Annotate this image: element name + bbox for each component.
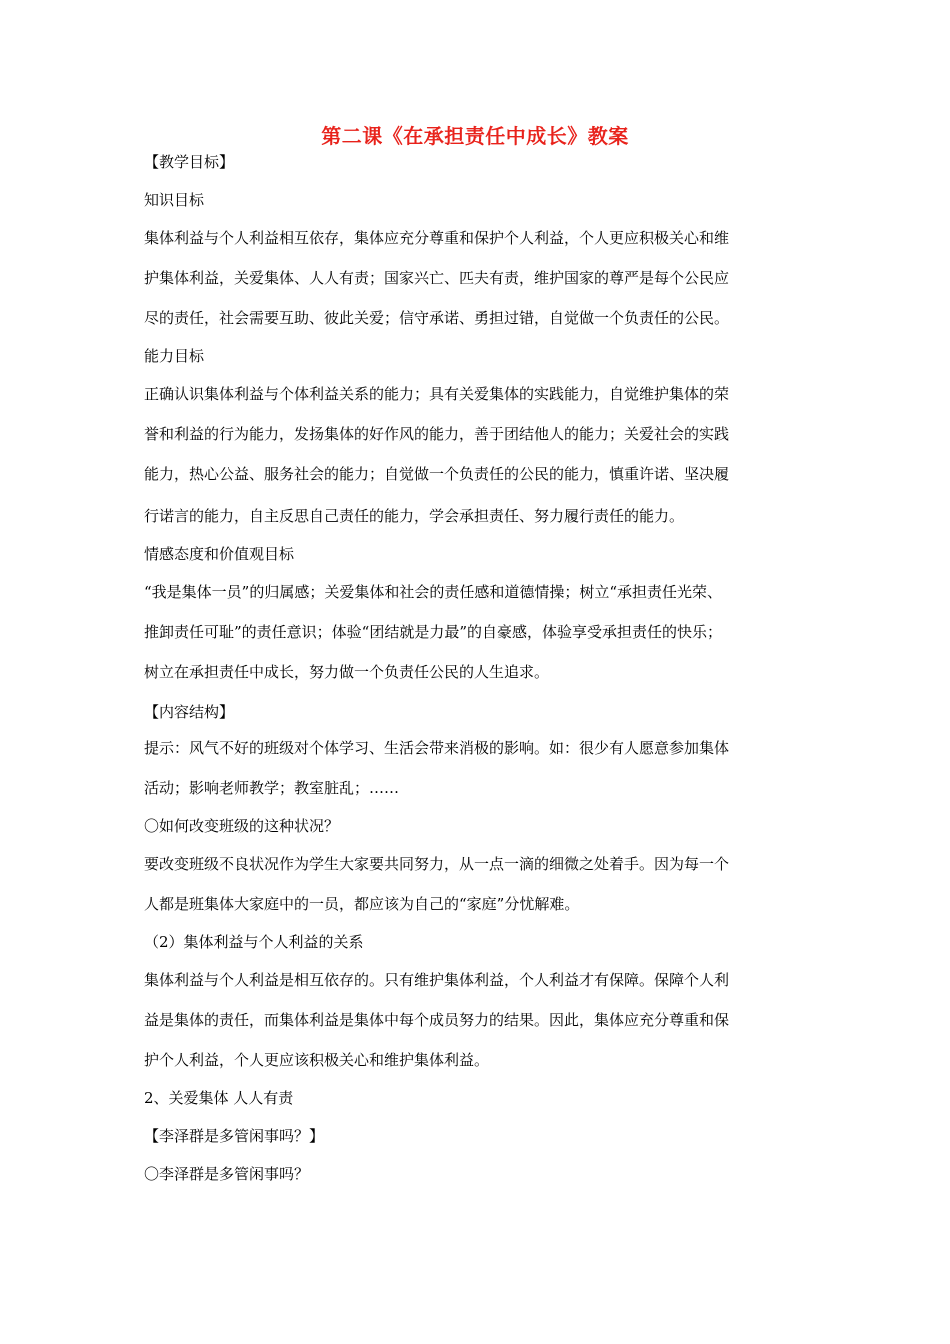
paragraph-line: “我是集体一员”的归属感；关爱集体和社会的责任感和道德情操；树立“承担责任光荣、 xyxy=(144,583,723,601)
paragraph-line: 誉和利益的行为能力，发扬集体的好作风的能力，善于团结他人的能力；关爱社会的实践 xyxy=(144,425,730,443)
section-heading-teaching-goals: 【教学目标】 xyxy=(144,153,235,171)
subheading-care-for-collective: 2、关爱集体 人人有责 xyxy=(144,1089,294,1107)
paragraph-line: 护个人利益，个人更应该积极关心和维护集体利益。 xyxy=(144,1051,490,1069)
paragraph-line: 树立在承担责任中成长，努力做一个负责任公民的人生追求。 xyxy=(144,663,550,681)
subheading-collective-individual: （2）集体利益与个人利益的关系 xyxy=(144,933,364,951)
paragraph-line: 集体利益与个人利益相互依存，集体应充分尊重和保护个人利益，个人更应积极关心和维 xyxy=(144,229,730,247)
paragraph-line: 益是集体的责任，而集体利益是集体中每个成员努力的结果。因此，集体应充分尊重和保 xyxy=(144,1011,730,1029)
paragraph-line: 护集体利益，关爱集体、人人有责；国家兴亡、匹夫有责，维护国家的尊严是每个公民应 xyxy=(144,269,730,287)
subheading-knowledge-goals: 知识目标 xyxy=(144,191,205,209)
paragraph-line: 行诺言的能力，自主反思自己责任的能力，学会承担责任、努力履行责任的能力。 xyxy=(144,507,685,525)
paragraph-line: 集体利益与个人利益是相互依存的。只有维护集体利益，个人利益才有保障。保障个人利 xyxy=(144,971,730,989)
paragraph-line: 能力，热心公益、服务社会的能力；自觉做一个负责任的公民的能力，慎重许诺、坚决履 xyxy=(144,465,730,483)
paragraph-line: 正确认识集体利益与个体利益关系的能力；具有关爱集体的实践能力，自觉维护集体的荣 xyxy=(144,385,730,403)
question-line: 〇如何改变班级的这种状况？ xyxy=(144,817,340,835)
question-line: 〇李泽群是多管闲事吗？ xyxy=(144,1165,310,1183)
paragraph-line: 尽的责任，社会需要互助、彼此关爱；信守承诺、勇担过错，自觉做一个负责任的公民。 xyxy=(144,309,730,327)
subheading-attitude-goals: 情感态度和价值观目标 xyxy=(144,545,295,563)
paragraph-line: 人都是班集体大家庭中的一员，都应该为自己的“家庭”分忧解难。 xyxy=(144,895,580,913)
paragraph-line: 活动；影响老师教学；教室脏乱；…… xyxy=(144,779,400,797)
document-title: 第二课《在承担责任中成长》教案 xyxy=(321,124,629,148)
paragraph-line: 推卸责任可耻”的责任意识；体验“团结就是力最”的自豪感，体验享受承担责任的快乐； xyxy=(144,623,723,641)
section-heading-case: 【李泽群是多管闲事吗？】 xyxy=(144,1127,325,1145)
paragraph-line: 要改变班级不良状况作为学生大家要共同努力，从一点一滴的细微之处着手。因为每一个 xyxy=(144,855,730,873)
subheading-ability-goals: 能力目标 xyxy=(144,347,205,365)
section-heading-content-structure: 【内容结构】 xyxy=(144,703,235,721)
paragraph-line: 提示：风气不好的班级对个体学习、生活会带来消极的影响。如：很少有人愿意参加集体 xyxy=(144,739,730,757)
